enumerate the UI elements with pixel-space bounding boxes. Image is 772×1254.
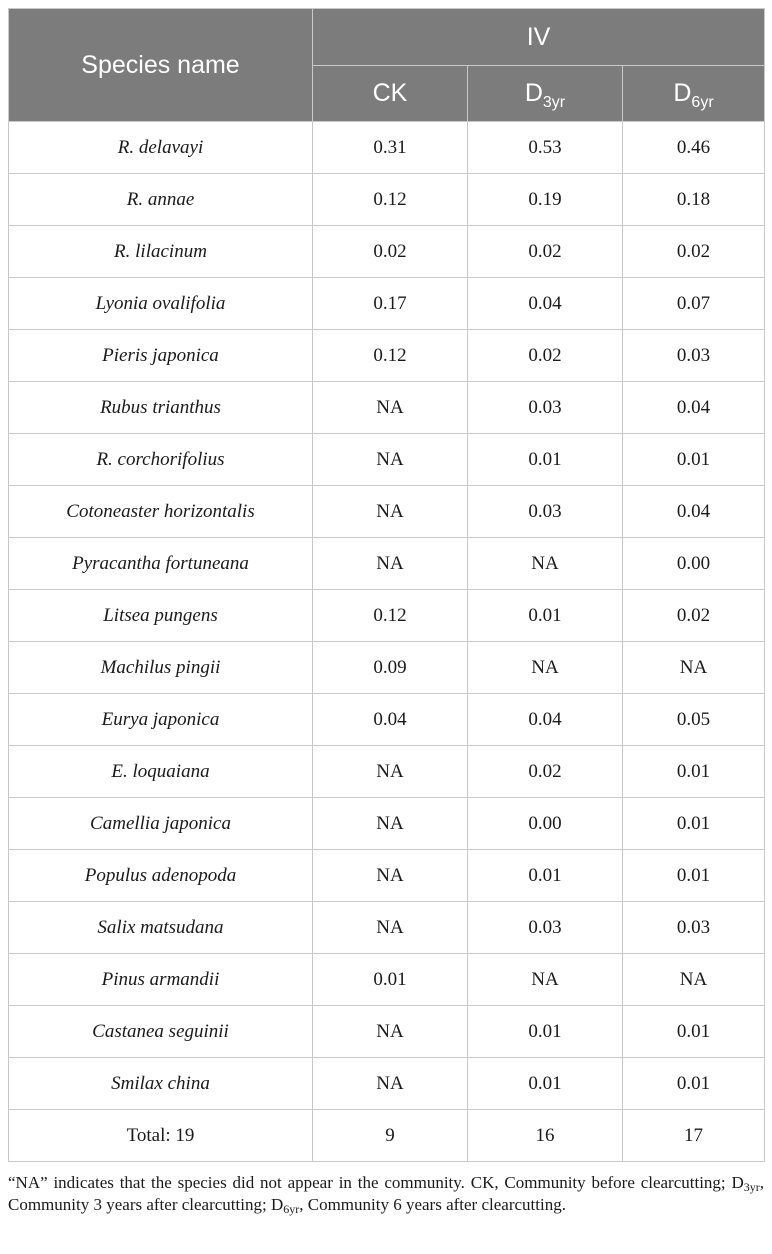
table-row [9, 174, 765, 226]
d6yr-value-cell: 0.04 [623, 486, 765, 538]
d3yr-value-cell: 0.00 [468, 798, 623, 850]
d3yr-value-cell: 0.53 [468, 122, 623, 174]
table-row [9, 278, 765, 330]
d6yr-value-cell: NA [623, 642, 765, 694]
ck-value-cell: NA [313, 1006, 468, 1058]
table-row [9, 122, 765, 174]
table-row [9, 798, 765, 850]
d3yr-value-cell: 0.04 [468, 694, 623, 746]
ck-value-cell: 0.17 [313, 278, 468, 330]
d3yr-value-cell: 0.02 [468, 330, 623, 382]
species-cell: Rubus trianthus [9, 382, 313, 434]
table-row [9, 330, 765, 382]
d6yr-value-cell: 0.03 [623, 330, 765, 382]
table-row [9, 694, 765, 746]
importance-value-table [8, 8, 765, 1162]
table-row [9, 382, 765, 434]
d3yr-value-cell: 0.01 [468, 850, 623, 902]
d3yr-value-cell: 0.02 [468, 226, 623, 278]
d6yr-value-cell: 0.05 [623, 694, 765, 746]
table-row [9, 590, 765, 642]
d3yr-value-cell: 0.01 [468, 1058, 623, 1110]
species-cell: Eurya japonica [9, 694, 313, 746]
table-row [9, 538, 765, 590]
table-row [9, 1058, 765, 1110]
header-row-1 [9, 9, 765, 66]
ck-value-cell: 0.02 [313, 226, 468, 278]
species-cell: Smilax china [9, 1058, 313, 1110]
total-d3yr-cell: 16 [468, 1110, 623, 1162]
ck-value-cell: 0.04 [313, 694, 468, 746]
table-row [9, 1006, 765, 1058]
d3yr-value-cell: 0.01 [468, 1006, 623, 1058]
d6yr-value-cell: 0.02 [623, 590, 765, 642]
d6yr-column-header: $D_{6yr}$ [623, 66, 765, 122]
species-cell: R. delavayi [9, 122, 313, 174]
species-cell: R. corchorifolius [9, 434, 313, 486]
ck-column-header: CK [313, 66, 468, 122]
species-cell: R. annae [9, 174, 313, 226]
d3yr-value-cell: 0.03 [468, 486, 623, 538]
ck-value-cell: NA [313, 1058, 468, 1110]
d6yr-value-cell: NA [623, 954, 765, 1006]
d6yr-value-cell: 0.01 [623, 434, 765, 486]
ck-value-cell: NA [313, 902, 468, 954]
table-footnote: “NA” indicates that the species did not appear in the community. CK, Community before clearcutting; $D_{3yr}$, Community 3 years after clearcutting; $D_{6yr}$, Community 6 years after clearcutting. [8, 1173, 764, 1216]
d3yr-value-cell: 0.01 [468, 590, 623, 642]
d6yr-value-cell: 0.03 [623, 902, 765, 954]
total-row [9, 1110, 765, 1162]
species-cell: Pinus armandii [9, 954, 313, 1006]
d6yr-value-cell: 0.04 [623, 382, 765, 434]
d3yr-value-cell: 0.03 [468, 902, 623, 954]
ck-value-cell: NA [313, 798, 468, 850]
table-row [9, 902, 765, 954]
d6yr-value-cell: 0.01 [623, 850, 765, 902]
species-cell: Lyonia ovalifolia [9, 278, 313, 330]
iv-group-header: IV [313, 9, 765, 66]
d3yr-value-cell: 0.02 [468, 746, 623, 798]
d3yr-column-header: $D_{3yr}$ [468, 66, 623, 122]
ck-value-cell: NA [313, 486, 468, 538]
ck-value-cell: NA [313, 850, 468, 902]
table-row [9, 642, 765, 694]
table-row [9, 226, 765, 278]
d6yr-value-cell: 0.46 [623, 122, 765, 174]
ck-value-cell: 0.01 [313, 954, 468, 1006]
table-row [9, 434, 765, 486]
d6yr-value-cell: 0.02 [623, 226, 765, 278]
ck-value-cell: NA [313, 434, 468, 486]
d6yr-value-cell: 0.01 [623, 1006, 765, 1058]
table-row [9, 850, 765, 902]
species-cell: Cotoneaster horizontalis [9, 486, 313, 538]
total-d6yr-cell: 17 [623, 1110, 765, 1162]
d6yr-value-cell: 0.01 [623, 1058, 765, 1110]
d3yr-value-cell: 0.19 [468, 174, 623, 226]
species-cell: Pyracantha fortuneana [9, 538, 313, 590]
species-cell: Populus adenopoda [9, 850, 313, 902]
table-row [9, 954, 765, 1006]
species-cell: Machilus pingii [9, 642, 313, 694]
species-cell: Salix matsudana [9, 902, 313, 954]
d3yr-value-cell: NA [468, 538, 623, 590]
table-container [8, 8, 764, 1216]
species-cell: Pieris japonica [9, 330, 313, 382]
species-cell: R. lilacinum [9, 226, 313, 278]
d3yr-value-cell: 0.01 [468, 434, 623, 486]
ck-value-cell: NA [313, 746, 468, 798]
d6yr-value-cell: 0.01 [623, 798, 765, 850]
table-row [9, 486, 765, 538]
species-name-header: Species name [9, 9, 313, 122]
species-cell: E. loquaiana [9, 746, 313, 798]
ck-value-cell: NA [313, 538, 468, 590]
ck-value-cell: 0.09 [313, 642, 468, 694]
d3yr-value-cell: NA [468, 642, 623, 694]
species-cell: Litsea pungens [9, 590, 313, 642]
d3yr-value-cell: NA [468, 954, 623, 1006]
ck-value-cell: NA [313, 382, 468, 434]
d3yr-value-cell: 0.03 [468, 382, 623, 434]
d6yr-value-cell: 0.01 [623, 746, 765, 798]
ck-value-cell: 0.31 [313, 122, 468, 174]
ck-value-cell: 0.12 [313, 590, 468, 642]
total-label-cell: Total: 19 [9, 1110, 313, 1162]
species-cell: Camellia japonica [9, 798, 313, 850]
table-row [9, 746, 765, 798]
d6yr-value-cell: 0.07 [623, 278, 765, 330]
species-cell: Castanea seguinii [9, 1006, 313, 1058]
total-ck-cell: 9 [313, 1110, 468, 1162]
d6yr-value-cell: 0.00 [623, 538, 765, 590]
ck-value-cell: 0.12 [313, 330, 468, 382]
ck-value-cell: 0.12 [313, 174, 468, 226]
d6yr-value-cell: 0.18 [623, 174, 765, 226]
d3yr-value-cell: 0.04 [468, 278, 623, 330]
